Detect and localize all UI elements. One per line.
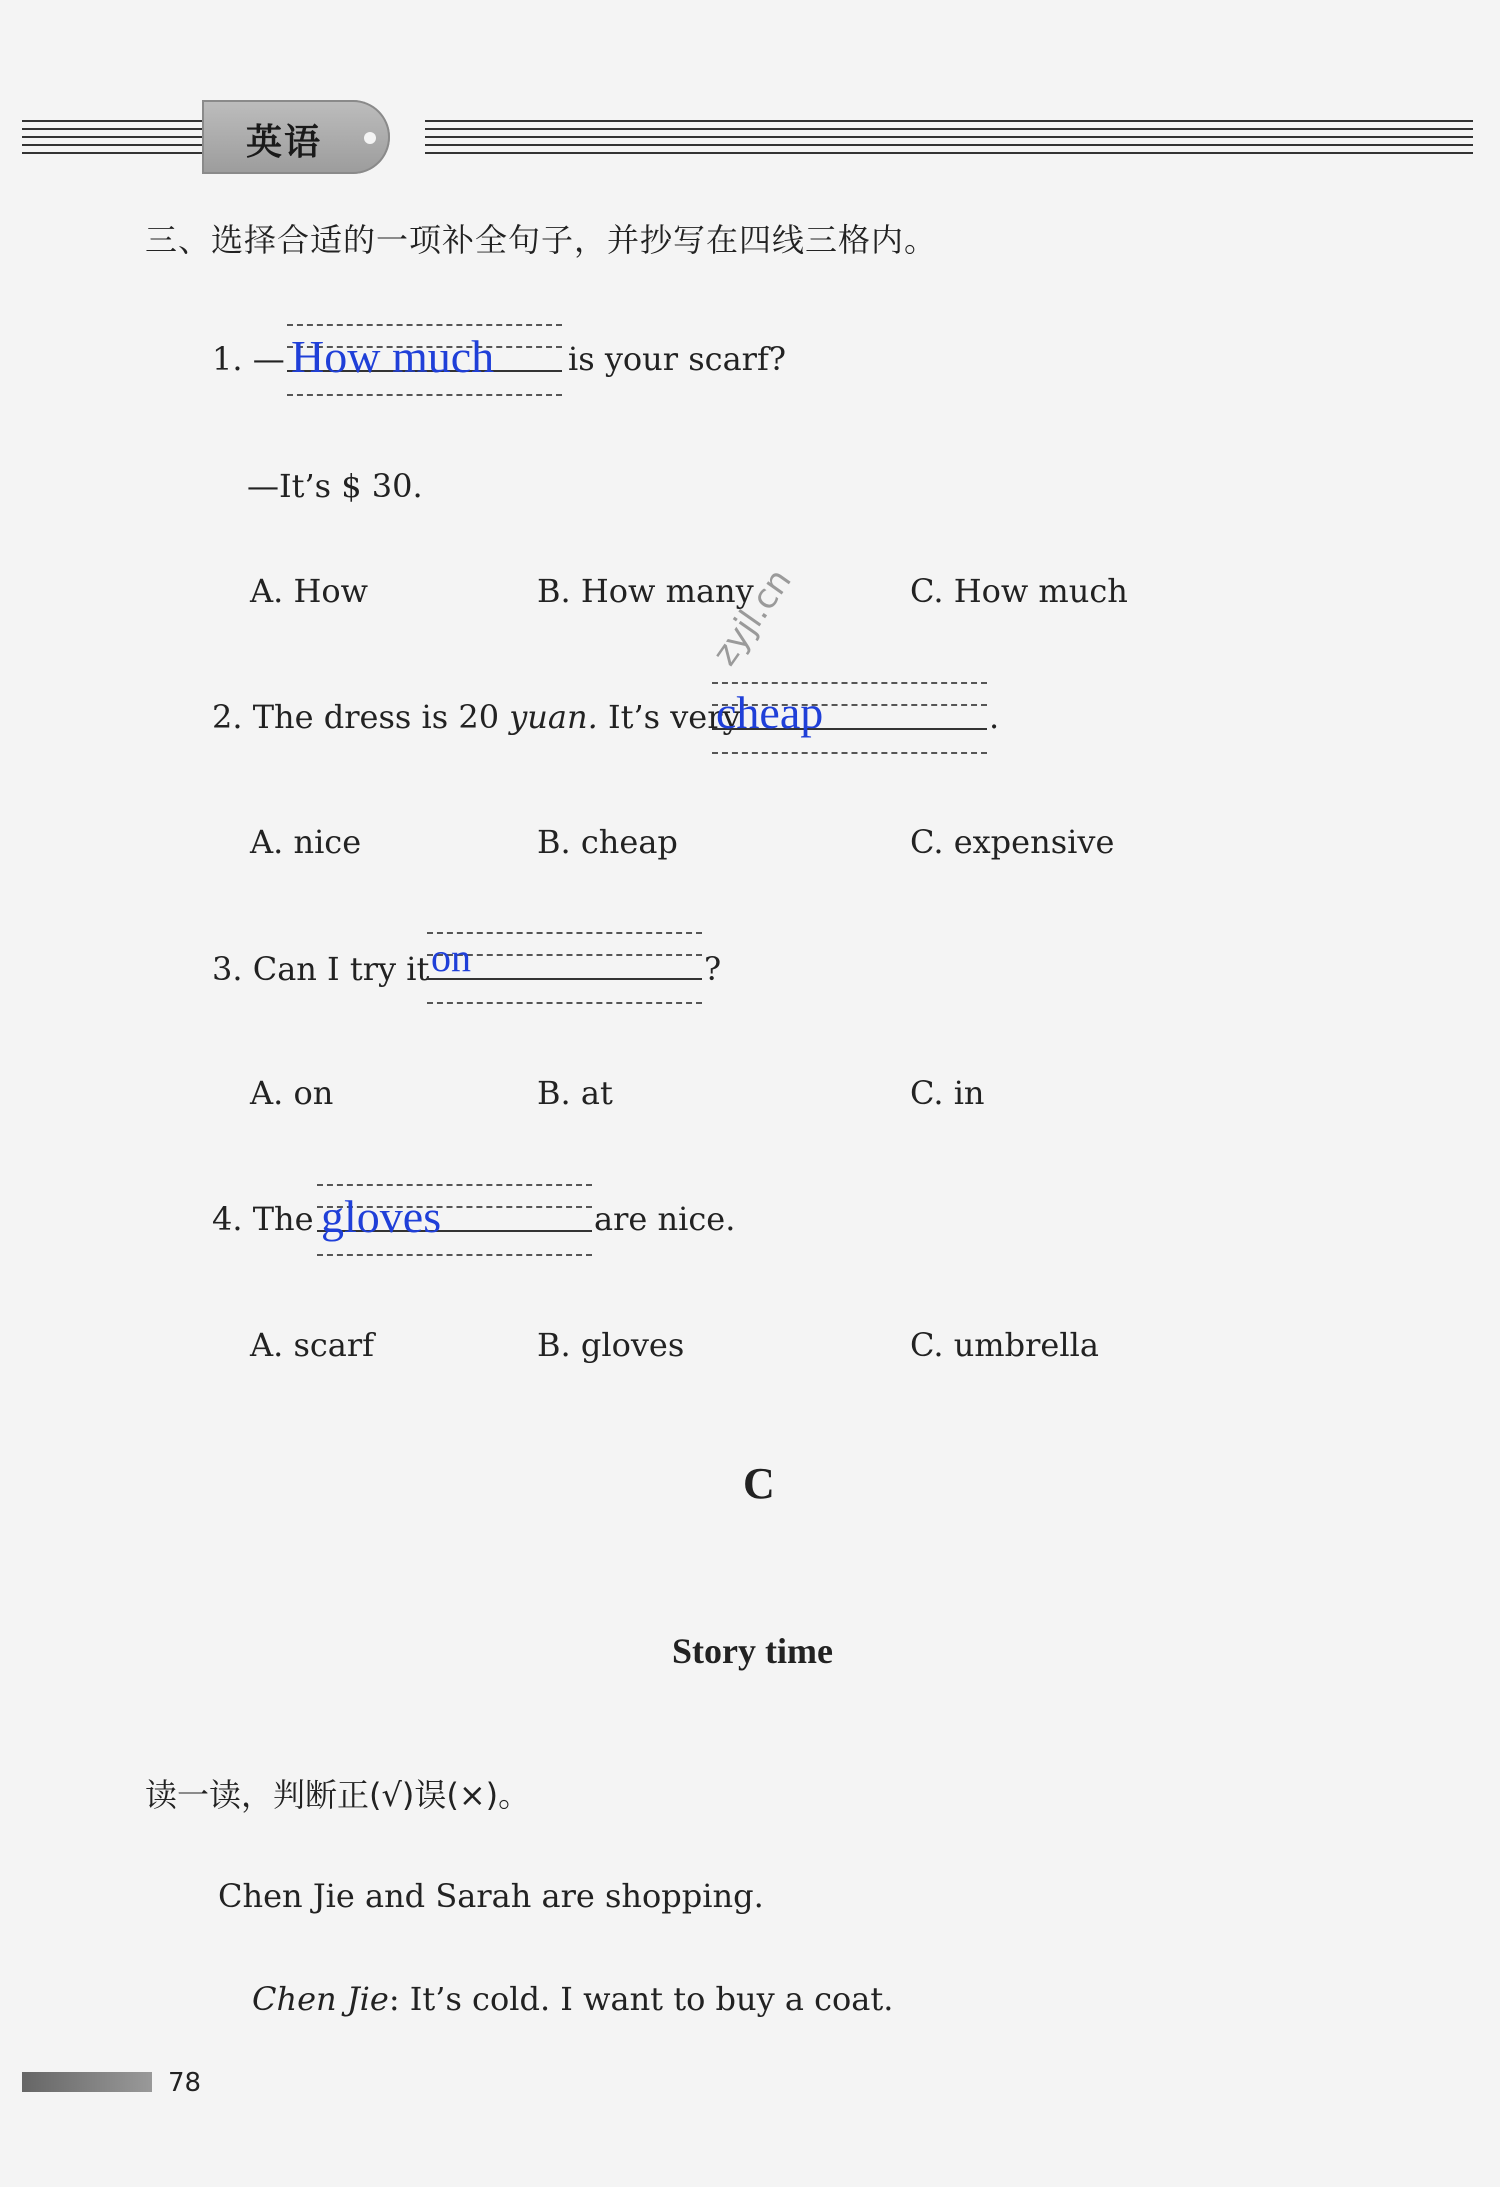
answer-blank-4[interactable] [317,1182,592,1260]
question-1 [212,340,285,378]
answer-4: gloves [321,1191,442,1242]
question-2-option-b[interactable]: B. cheap [537,823,678,861]
story-line-1: Chen Jie and Sarah are shopping. [218,1877,764,1915]
question-4: 4. The [212,1200,314,1238]
question-1-option-a[interactable]: A. How [250,572,369,610]
question-3-option-b[interactable]: B. at [537,1074,613,1112]
section3-instruction: 三、选择合适的一项补全句子，并抄写在四线三格内。 [145,221,938,259]
header-rule-left [22,120,212,164]
part-c-instruction: 读一读，判断正(√)误(×)。 [145,1776,531,1814]
footer-bar [22,2072,152,2092]
subject-label: 英语 [246,122,323,163]
answer-2: cheap [716,687,824,738]
question-4-option-b[interactable]: B. gloves [537,1326,685,1364]
story-title: Story time [672,1631,833,1671]
speaker-name: Chen Jie [252,1980,389,2018]
question-1-prefix: 1. — [212,340,285,378]
question-3-option-a[interactable]: A. on [250,1074,334,1112]
question-3: 3. Can I try it [212,950,430,988]
header-rule-right [425,120,1473,164]
question-2-option-c[interactable]: C. expensive [910,823,1115,861]
question-1-option-c[interactable]: C. How much [910,572,1128,610]
answer-blank-1[interactable] [287,322,562,400]
question-4-option-a[interactable]: A. scarf [250,1326,375,1364]
question-2-suffix: . [989,698,1000,736]
answer-blank-3[interactable] [427,930,702,1008]
answer-1: How much [291,331,495,382]
question-2-option-a[interactable]: A. nice [250,823,362,861]
page-number: 78 [168,2068,202,2098]
answer-blank-2[interactable] [712,680,987,758]
part-c-heading: C [743,1459,775,1508]
question-4-suffix: are nice. [594,1200,736,1238]
subject-tab [202,100,390,174]
question-3-suffix: ? [704,950,722,988]
story-line-2: Chen Jie: It’s cold. I want to buy a coat. [252,1980,894,2018]
tab-dot-icon [364,132,376,144]
question-2: 2. The dress is 20 yuan. It’s very [212,698,741,736]
answer-3: on [431,935,471,980]
watermark: zyjl.cn [705,561,800,673]
question-1-reply: —It’s $ 30. [247,467,423,505]
question-1-option-b[interactable]: B. How many [537,572,754,610]
question-4-option-c[interactable]: C. umbrella [910,1326,1099,1364]
question-3-option-c[interactable]: C. in [910,1074,985,1112]
question-1-suffix: is your scarf? [568,340,786,378]
